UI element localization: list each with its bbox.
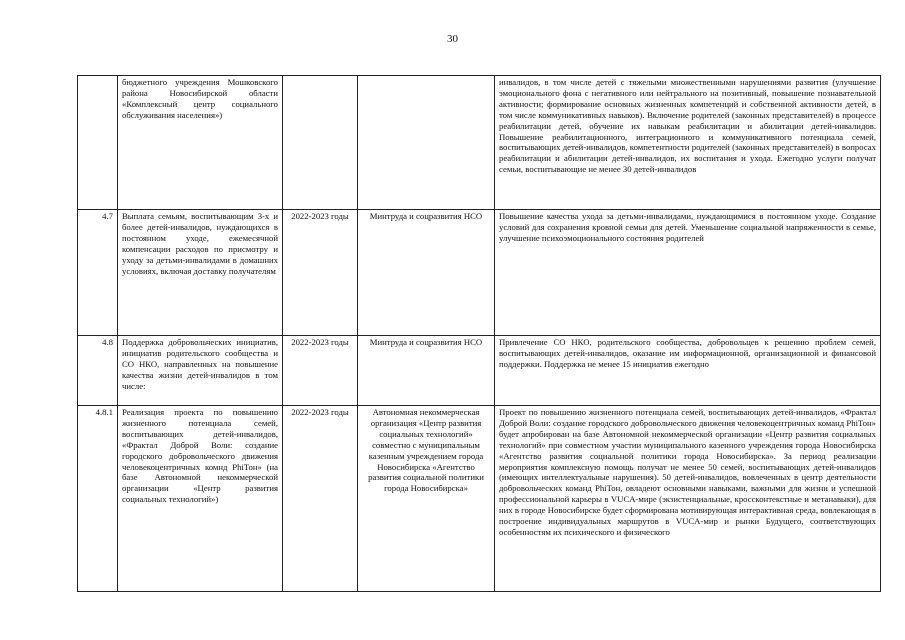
row-number: 4.7 xyxy=(78,210,118,336)
measures-table xyxy=(77,75,881,592)
responsible-executor xyxy=(358,76,495,210)
page-number: 30 xyxy=(447,33,458,45)
implementation-period: 2022-2023 годы xyxy=(283,210,358,336)
responsible-executor: Минтруда и соцразвития НСО xyxy=(358,336,495,406)
responsible-executor: Минтруда и соцразвития НСО xyxy=(358,210,495,336)
measure-description: Выплата семьям, воспитывающим 3-х и более детей-инвалидов, нуждающихся в постоянном уходе, ежемесячной компенсации расходов по присмотру и уходу за детьми-инвалидами в домашних условиях, включая доставку получателям xyxy=(118,210,283,336)
measure-description: Поддержка добровольческих инициатив, инициатив родительского сообщества и СО НКО, направленных на повышение качества жизни детей-инвалидов в том числе: xyxy=(118,336,283,406)
table-row xyxy=(78,76,881,210)
table-row xyxy=(78,406,881,592)
responsible-executor: Автономная некоммерческая организация «Центр развития социальных технологий» совместно с муниципальным казенным учреждением города Новосибирска «Агентство развития социальной политики города Новосибирска» xyxy=(358,406,495,592)
implementation-period xyxy=(283,76,358,210)
row-number: 4.8.1 xyxy=(78,406,118,592)
measure-description: Реализация проекта по повышению жизненного потенциала семей, воспитывающих детей-инвалидов, «Фрактал Доброй Воли: создание городского добровольческого движения человекоцентричных комнд PhiТон» (на базе Автономной некоммерческой организации «Центр развития социальных технологий») xyxy=(118,406,283,592)
row-number xyxy=(78,76,118,210)
expected-result: Проект по повышению жизненного потенциала семей, воспитывающих детей-инвалидов, «Фрактал Доброй Воли: создание городского добровольческого движения человекоцентричных команд PhiТон» будет апробирован на базе Автономной некоммерческой организации «Центр развития социальных технологий» при совместном участии муниципального казенного учреждения города Новосибирска «Агентство развития социальной политики города Новосибирска». За период реализации мероприятия комплексную помощь получат не менее 50 семей, воспитывающих детей-инвалидов (имеющих интеллектуальные нарушения). 50 детей-инвалидов, вовлеченных в центр деятельности добровольческих команд PhiТон, овладеют основными навыками, важными для жизни и успешной профессиональной карьеры в VUCA-мире (экзистенциальные, кроссконтекстные и метанавыки), для них в городе Новосибирске будет сформирована мотивирующая интерактивная среда, вовлекающая в построение индивидуальных маршрутов в VUCA-мир и рынки Будущего, соответствующих особенностям их психического и физического xyxy=(495,406,881,592)
implementation-period: 2022-2023 годы xyxy=(283,336,358,406)
expected-result: Привлечение СО НКО, родительского сообщества, добровольцев к решению проблем семей, воспитывающих детей-инвалидов, оказание им информационной, организационной и финансовой поддержки. Поддержка не менее 15 инициатив ежегодно xyxy=(495,336,881,406)
implementation-period: 2022-2023 годы xyxy=(283,406,358,592)
measure-description: бюджетного учреждения Мошковского района Новосибирской области «Комплексный центр социального обслуживания населения») xyxy=(118,76,283,210)
table-row xyxy=(78,210,881,336)
expected-result: Повышение качества ухода за детьми-инвалидами, нуждающимися в постоянном уходе. Создание условий для сохранения кровной семьи для детей. Уменьшение социальной напряженности в семье, улучшение психоэмоционального состояния родителей xyxy=(495,210,881,336)
table-row xyxy=(78,336,881,406)
row-number: 4.8 xyxy=(78,336,118,406)
expected-result: инвалидов, в том числе детей с тяжелыми множественными нарушениями развития (улучшение эмоционального фона с негативного или нейтрального на позитивный, повышение познавательной активности; формирование основных жизненных компетенций и собственной активности детей, в том числе коммуникативных навыков). Включение родителей (законных представителей) в процессе реабилитации детей, обучение их навыкам реабилитации и абилитации детей-инвалидов. Повышение реабилитационного, интеграционного и коммуникативного потенциала семей, воспитывающих детей-инвалидов, компетентности родителей (законных представителей) в вопросах реабилитации и абилитации детей-инвалидов, их воспитания и ухода. Ежегодно услуги получат семьи, воспитывающие не менее 30 детей-инвалидов xyxy=(495,76,881,210)
